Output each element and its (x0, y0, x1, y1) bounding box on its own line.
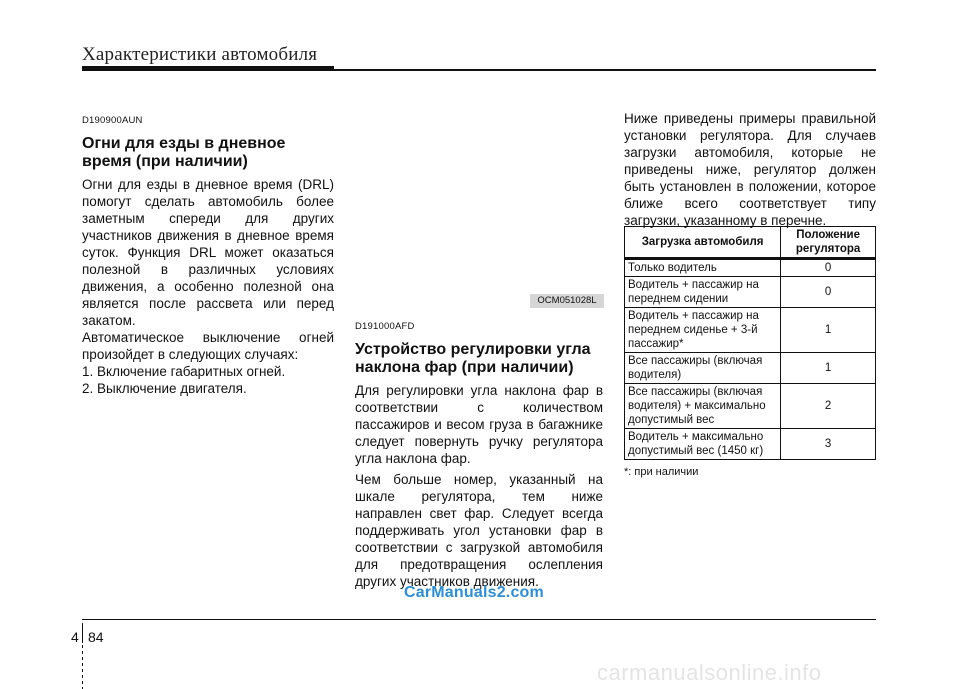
load-cell: Водитель + пассажир на переднем сидении (625, 277, 781, 308)
table-row (625, 353, 876, 384)
footer-rule (82, 619, 876, 620)
table-row (625, 259, 876, 277)
leveling-heading: Устройство регулировки угла наклона фар (при наличии) (355, 341, 591, 376)
watermark-link[interactable]: CarManuals2.com (404, 584, 544, 601)
section-code: D191000AFD (355, 321, 415, 332)
examples-intro: Ниже приведены примеры правильной установки регулятора. Для случаев загрузки автомобиля, которые не приведены ниже, регулятор должен быть установлен в положении, которое ближе всего соответствует типу загрузки, указанному в перечне. (624, 111, 876, 228)
header-rule-thin (334, 69, 876, 71)
position-cell: 0 (781, 259, 876, 277)
footer-dashed-line (82, 645, 83, 689)
column-headlight-leveling (355, 318, 603, 590)
table-row (625, 429, 876, 460)
position-cell: 1 (781, 308, 876, 353)
leveling-paragraph: Для регулировки угла наклона фар в соответствии с количеством пассажиров и весом груза в багажнике следует повернуть ручку регулятора угла наклона фар. (355, 383, 603, 466)
load-cell: Водитель + пассажир на переднем сиденье + 3-й пассажир* (625, 308, 781, 353)
section-code: D190900AUN (82, 115, 143, 126)
position-cell: 0 (781, 277, 876, 308)
position-cell: 3 (781, 429, 876, 460)
load-cell: Только водитель (625, 259, 781, 277)
load-cell: Все пассажиры (включая водителя) + максимально допустимый вес (625, 384, 781, 429)
footer-tick (82, 623, 83, 643)
table-row (625, 384, 876, 429)
page-number: 84 (88, 629, 104, 645)
site-watermark: carmanualsonline.info (597, 660, 822, 685)
position-cell: 1 (781, 353, 876, 384)
load-cell: Все пассажиры (включая водителя) (625, 353, 781, 384)
column-examples (624, 110, 876, 229)
section-number: 4 (71, 629, 79, 645)
drl-heading: Огни для езды в дневное время (при наличии) (82, 135, 286, 170)
table-header-row (625, 227, 876, 259)
header-load: Загрузка автомобиля (625, 227, 781, 259)
list-item: 2. Выключение двигателя. (82, 381, 247, 396)
drl-auto-off-paragraph: Автоматическое выключение огней произойдет в следующих случаях: (82, 330, 334, 362)
footnote: *: при наличии (624, 466, 699, 478)
load-table (624, 226, 876, 460)
position-cell: 2 (781, 384, 876, 429)
section-title: Характеристики автомобиля (82, 44, 318, 65)
column-drl (82, 112, 334, 397)
table-row (625, 308, 876, 353)
table-row (625, 277, 876, 308)
leveling-paragraph-2: Чем больше номер, указанный на шкале регулятора, тем ниже направлен свет фар. Следует всегда поддерживать угол установки фар в соответствии с загрузкой автомобиля для предотвращения ослепления других участников движения. (355, 472, 603, 589)
header-position: Положение регулятора (781, 227, 876, 259)
drl-paragraph: Огни для езды в дневное время (DRL) помогут сделать автомобиль более заметным спереди для других участников движения в дневное время суток. Функция DRL может оказаться полезной в различных условиях движения, а особенно полезной она является после рассвета или перед закатом. (82, 177, 334, 328)
header-rule-thick (82, 66, 334, 71)
list-item: 1. Включение габаритных огней. (82, 364, 286, 379)
image-label: OCM051028L (530, 294, 604, 308)
load-cell: Водитель + максимально допустимый вес (1450 кг) (625, 429, 781, 460)
